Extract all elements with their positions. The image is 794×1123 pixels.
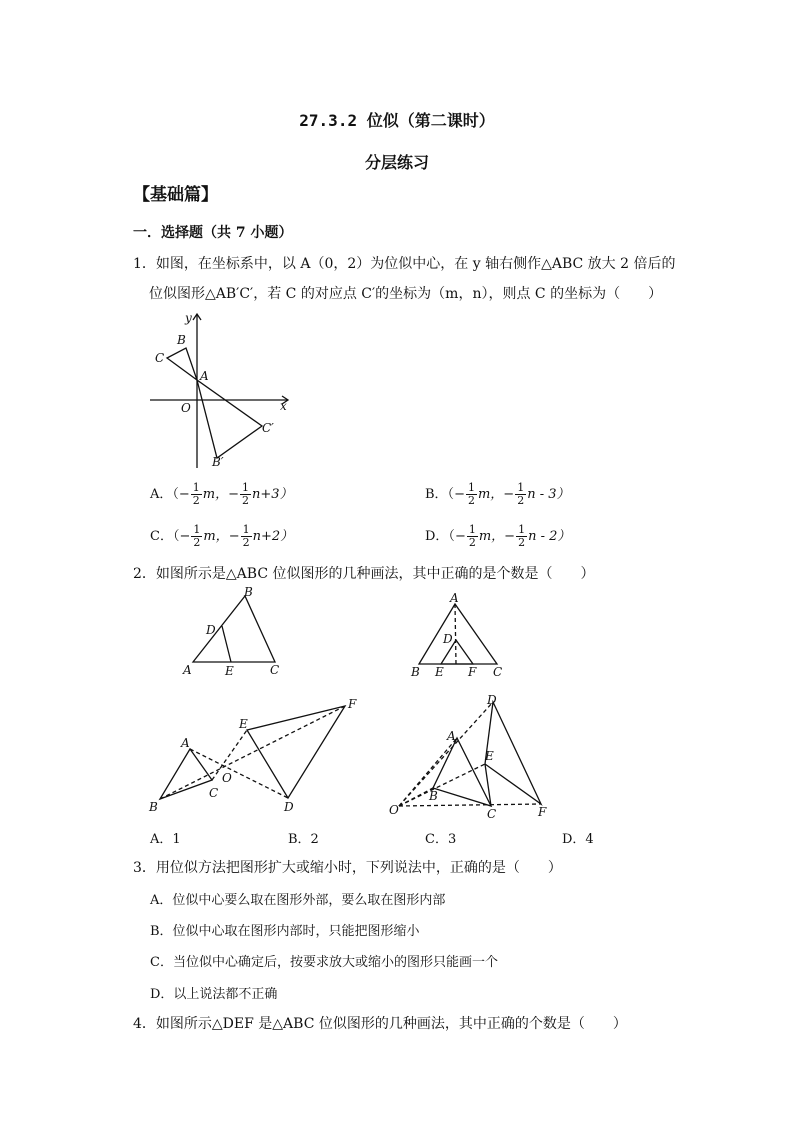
q1-option-c: C．（− $\frac{1}{2}$ m，− $\frac{1}{2}$ n+2） (150, 523, 294, 549)
fig2-dashed-median (455, 604, 456, 664)
fig2-triangle-abc (419, 604, 497, 664)
fig1-segment-de (222, 626, 231, 662)
fig2-label-b: B (411, 665, 420, 679)
page-subtitle: 分层练习 (364, 153, 429, 172)
q3-option-c: C．当位似中心确定后，按要求放大或缩小的图形只能画一个 (150, 955, 498, 970)
fig3-label-f: F (348, 697, 357, 711)
fig4-triangle-abc (433, 738, 491, 806)
page-title: 27.3.2 位似（第二课时） (299, 111, 495, 130)
q1-line1: 1．如图，在坐标系中，以 A（0，2）为位似中心，在 y 轴右侧作△ABC 放大 2 倍后的 (133, 256, 676, 272)
q2-figure-1 (175, 584, 295, 680)
fig3-label-c: C (209, 786, 219, 800)
fig4-label-o: O (389, 803, 399, 817)
fig2-label-e: E (435, 665, 444, 679)
label-c: C (155, 351, 165, 365)
fig4-label-c: C (487, 807, 497, 821)
fig1-label-d: D (206, 623, 216, 637)
fig2-label-f: F (468, 665, 477, 679)
q1-coordinate-figure (140, 308, 300, 476)
fig2-label-d: D (443, 632, 453, 646)
triangle-ab2c2 (197, 380, 262, 458)
fig4-label-e: E (485, 749, 494, 763)
fig4-dash-of (399, 804, 541, 806)
q3-option-b: B．位似中心取在图形内部时，只能把图形缩小 (150, 924, 420, 939)
fig3-label-d: D (284, 800, 294, 814)
q1-line2: 位似图形△AB′C′，若 C 的对应点 C′的坐标为（m，n），则点 C 的坐标为（ ） (149, 286, 663, 302)
label-o: O (181, 401, 191, 415)
fig2-label-c: C (493, 665, 503, 679)
fig4-dash-ob (399, 788, 433, 806)
fig3-label-b: B (149, 800, 158, 814)
q1-option-b: B．（− $\frac{1}{2}$ m，− $\frac{1}{2}$ n - 3） (425, 481, 570, 507)
fig4-dash-oa (399, 738, 457, 806)
label-b-prime: B′ (212, 455, 224, 469)
part-heading: 一．选择题（共 7 小题） (133, 225, 293, 241)
fig3-label-a: A (181, 736, 190, 750)
fig1-label-c: C (270, 663, 280, 677)
q2-option-a: A．1 (150, 832, 181, 847)
q2-option-d: D．4 (562, 832, 594, 847)
label-b: B (177, 333, 186, 347)
q2-figure-4 (385, 692, 560, 822)
fig3-label-e: E (239, 717, 248, 731)
fig4-label-b: B (429, 789, 438, 803)
fig4-label-d: D (487, 693, 497, 707)
label-c-prime: C′ (262, 421, 274, 435)
label-x: x (280, 399, 287, 413)
fig1-label-e: E (225, 664, 234, 678)
q2-text: 2．如图所示是△ABC 位似图形的几种画法，其中正确的是个数是（ ） (133, 566, 595, 582)
q4-text: 4．如图所示△DEF 是△ABC 位似图形的几种画法，其中正确的个数是（ ） (133, 1016, 627, 1032)
q3-option-d: D．以上说法都不正确 (150, 987, 278, 1002)
fig1-label-b: B (244, 585, 253, 599)
fig4-label-a: A (447, 729, 456, 743)
label-a: A (200, 369, 209, 383)
q2-figure-2 (405, 588, 515, 684)
label-y: y (185, 311, 192, 325)
q3-option-a: A．位似中心要么取在图形外部，要么取在图形内部 (150, 893, 446, 908)
q1-option-a: A．（− $\frac{1}{2}$ m，− $\frac{1}{2}$ n+3） (150, 481, 293, 507)
triangle-abc (167, 348, 197, 380)
q2-option-c: C．3 (425, 832, 457, 847)
q2-figure-3 (145, 694, 370, 818)
fig2-label-a: A (450, 591, 459, 605)
q2-option-b: B．2 (288, 832, 319, 847)
q1-option-d: D．（− $\frac{1}{2}$ m，− $\frac{1}{2}$ n - 2） (425, 523, 571, 549)
section-heading: 【基础篇】 (133, 185, 218, 205)
fig3-label-o: O (222, 771, 232, 785)
fig4-label-f: F (538, 805, 547, 819)
fig1-label-a: A (183, 663, 192, 677)
q3-text: 3．用位似方法把图形扩大或缩小时，下列说法中，正确的是（ ） (133, 860, 562, 876)
